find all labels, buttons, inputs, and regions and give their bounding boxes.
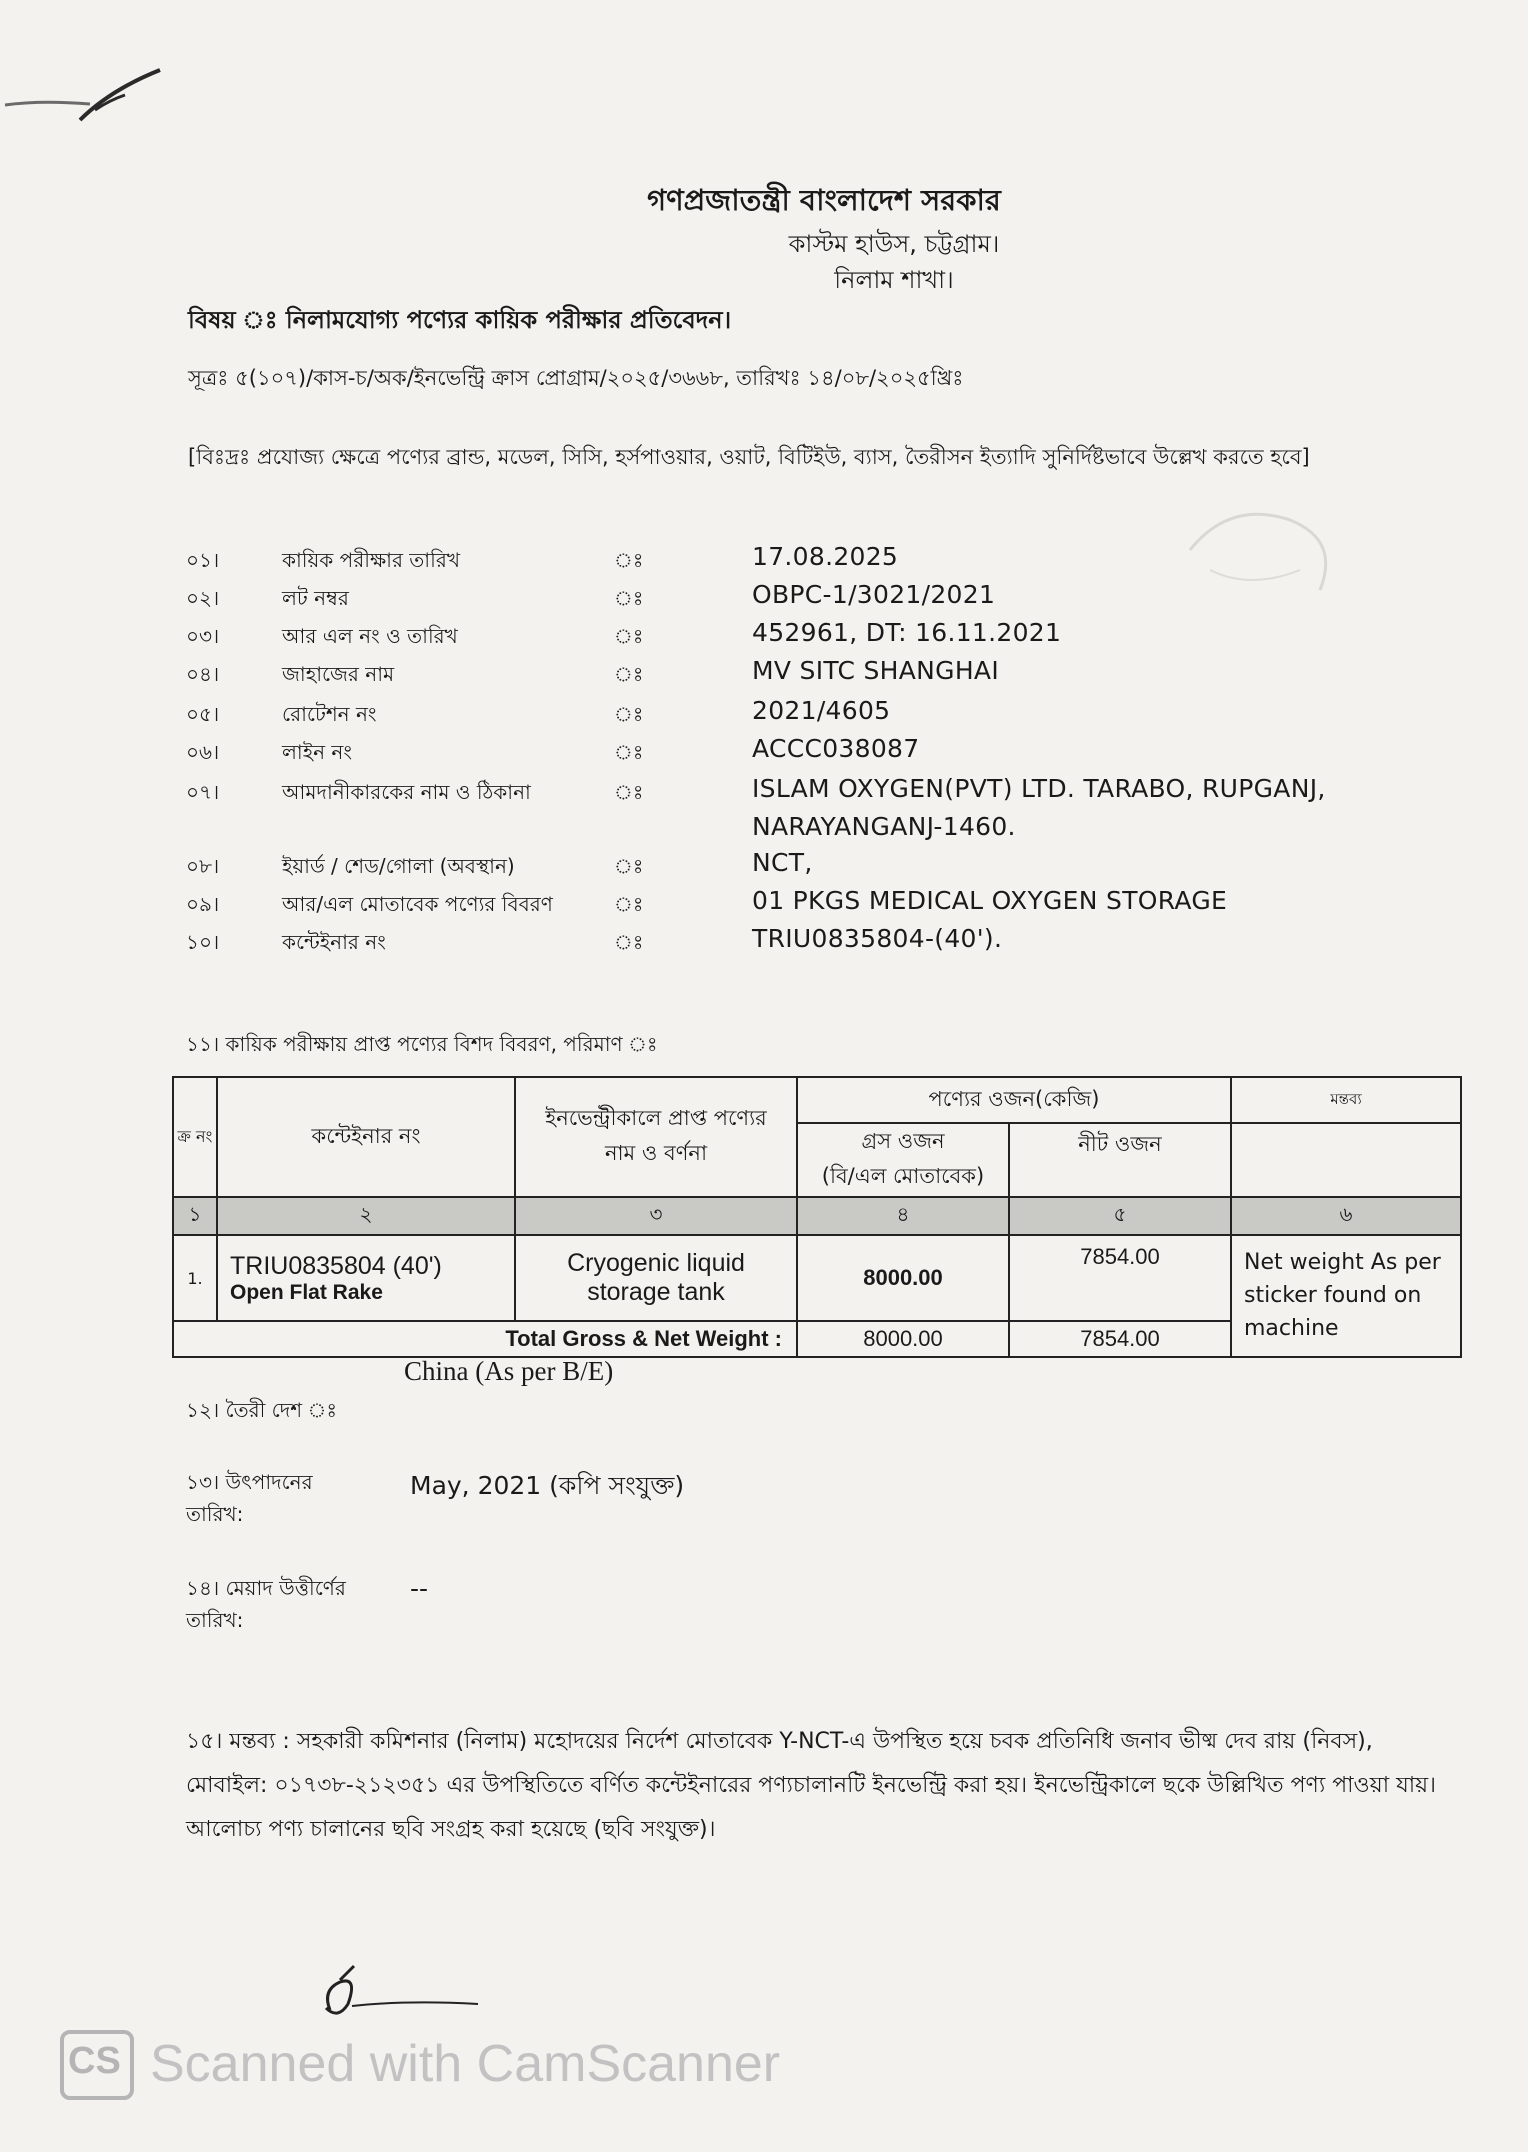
field-number: ০৭। — [186, 780, 220, 804]
row-container-no: TRIU0835804 (40') — [230, 1251, 442, 1280]
field-colon: ঃ — [614, 662, 644, 686]
field-value: 452961, DT: 16.11.2021 — [752, 618, 1062, 647]
total-label: Total Gross & Net Weight : — [173, 1321, 797, 1357]
field-value: ACCC038087 — [752, 734, 920, 763]
manufacture-date-value: May, 2021 (কপি সংযুক্ত) — [410, 1471, 685, 1500]
subject-line: বিষয় ঃ নিলামযোগ্য পণ্যের কায়িক পরীক্ষার প্রতিবেদন। — [188, 306, 732, 334]
field-label: কায়িক পরীক্ষার তারিখ — [282, 548, 460, 572]
inventory-table — [172, 1076, 1462, 1358]
camscanner-logo-icon — [60, 2030, 134, 2100]
table-header-row — [173, 1077, 1461, 1123]
signature-mark — [318, 1960, 488, 2030]
column-number: ৬ — [1231, 1197, 1461, 1235]
row-description-line2: storage tank — [587, 1278, 725, 1306]
field-number: ০৫। — [186, 702, 220, 726]
field-number: ০৬। — [186, 740, 220, 764]
field-value: MV SITC SHANGHAI — [752, 656, 999, 685]
column-number: ২ — [217, 1197, 515, 1235]
field-value: NCT, — [752, 848, 813, 877]
header-net-weight: নীট ওজন — [1009, 1123, 1231, 1197]
section-14-heading: ১৪। মেয়াদ উত্তীর্ণের — [186, 1576, 346, 1600]
field-label: জাহাজের নাম — [282, 662, 395, 686]
gross-weight-sublabel: (বি/এল মোতাবেক) — [821, 1164, 985, 1188]
section-11-heading: ১১। কায়িক পরীক্ষায় প্রাপ্ত পণ্যের বিশদ বিবরণ, পরিমাণ ঃ — [186, 1032, 658, 1056]
column-number: ৩ — [515, 1197, 797, 1235]
field-colon: ঃ — [614, 548, 644, 572]
section-15-remarks: ১৫। মন্তব্য : সহকারী কমিশনার (নিলাম) মহোদয়ের নির্দেশ মোতাবেক Y-NCT-এ উপস্থিত হয়ে চবক প্রতিনিধি জনাব ভীষ্ম দেব রায় (নিবস), মোবাইল: ০১৭৩৮-২১২৩৫১ এর উপস্থিতিতে বর্ণিত কন্টেইনারের পণ্যচালানটি ইনভেন্ট্রি করা হয়। ইনভেন্ট্রিকালে ছকে উল্লিখিত পণ্য পাওয়া যায়। আলোচ্য পণ্য চালানের ছবি সংগ্রহ করা হয়েছে (ছবি সংযুক্ত)। — [186, 1729, 1436, 1842]
header-remark-blank — [1231, 1123, 1461, 1197]
field-value: ISLAM OXYGEN(PVT) LTD. TARABO, RUPGANJ, — [752, 774, 1326, 803]
origin-country-value: China (As per B/E) — [404, 1356, 614, 1386]
table-row — [173, 1235, 1461, 1321]
field-colon: ঃ — [614, 892, 644, 916]
camscanner-logo-text: CS — [68, 2040, 121, 2082]
row-description-line1: Cryogenic liquid — [567, 1249, 745, 1277]
field-number: ০৪। — [186, 662, 220, 686]
reference-line: সূত্রঃ ৫(১০৭)/কাস-চ/অক/ইনভেন্ট্রি ক্রাস প্রোগ্রাম/২০২৫/৩৬৬৮, তারিখঃ ১৪/০৮/২০২৫খ্রিঃ — [188, 366, 964, 390]
field-value-continued: NARAYANGANJ-1460. — [752, 812, 1016, 841]
field-colon: ঃ — [614, 854, 644, 878]
row-net-weight: 7854.00 — [1009, 1235, 1231, 1321]
field-number: ০২। — [186, 586, 220, 610]
column-number: ৪ — [797, 1197, 1009, 1235]
row-serial: 1. — [173, 1235, 217, 1321]
field-colon: ঃ — [614, 586, 644, 610]
section-14-sub: তারিখ: — [186, 1608, 244, 1632]
header-weight: পণ্যের ওজন(কেজি) — [797, 1077, 1231, 1123]
pen-scratch-mark — [0, 60, 180, 140]
field-number: ০৮। — [186, 854, 220, 878]
camscanner-text: Scanned with CamScanner — [150, 2035, 781, 2093]
row-container — [217, 1235, 515, 1321]
instruction-note: [বিঃদ্রঃ প্রযোজ্য ক্ষেত্রে পণ্যের ব্রান্ড, মডেল, সিসি, হর্সপাওয়ার, ওয়াট, বিটিইউ, ব্যাস, তৈরীসন ইত্যাদি সুনির্দিষ্টভাবে উল্লেখ করতে হবে] — [188, 445, 1310, 469]
field-number: ১০। — [186, 930, 220, 954]
field-value: 2021/4605 — [752, 696, 891, 725]
row-description — [515, 1235, 797, 1321]
field-value: 17.08.2025 — [752, 542, 899, 571]
field-value: TRIU0835804-(40'). — [752, 924, 1003, 953]
field-label: লট নম্বর — [282, 586, 349, 610]
field-label: আর এল নং ও তারিখ — [282, 624, 458, 648]
faint-stamp-mark — [1170, 480, 1360, 610]
row-container-type: Open Flat Rake — [230, 1280, 383, 1304]
expiry-date-value: -- — [410, 1574, 429, 1603]
row-gross-weight: 8000.00 — [797, 1235, 1009, 1321]
total-gross-weight: 8000.00 — [797, 1321, 1009, 1357]
header-gross-weight — [797, 1123, 1009, 1197]
header-description: ইনভেন্ট্রীকালে প্রাপ্ত পণ্যের নাম ও বর্ণনা — [515, 1077, 797, 1197]
field-colon: ঃ — [614, 780, 644, 804]
field-number: ০৩। — [186, 624, 220, 648]
section-13-heading: ১৩। উৎপাদনের — [186, 1470, 313, 1494]
section-13-sub: তারিখ: — [186, 1502, 244, 1526]
office-name: কাস্টম হাউস, চট্টগ্রাম। — [788, 230, 1000, 258]
header-container-no: কন্টেইনার নং — [217, 1077, 515, 1197]
field-label: লাইন নং — [282, 740, 352, 764]
field-colon: ঃ — [614, 740, 644, 764]
header-serial: ক্র নং — [173, 1077, 217, 1197]
field-label: আমদানীকারকের নাম ও ঠিকানা — [282, 780, 531, 804]
field-number: ০১। — [186, 548, 220, 572]
column-number: ১ — [173, 1197, 217, 1235]
field-colon: ঃ — [614, 624, 644, 648]
row-remark: Net weight As per sticker found on machine — [1231, 1235, 1461, 1357]
field-colon: ঃ — [614, 930, 644, 954]
field-value: 01 PKGS MEDICAL OXYGEN STORAGE — [752, 886, 1228, 915]
gross-weight-label: গ্রস ওজন — [861, 1129, 945, 1153]
header-remark: মন্তব্য — [1231, 1077, 1461, 1123]
section-12-heading: ১২। তৈরী দেশ ঃ — [186, 1398, 338, 1422]
field-colon: ঃ — [614, 702, 644, 726]
field-label: ইয়ার্ড / শেড/গোলা (অবস্থান) — [282, 854, 515, 878]
government-title: গণপ্রজাতন্ত্রী বাংলাদেশ সরকার — [647, 183, 1001, 217]
branch-name: নিলাম শাখা। — [834, 266, 954, 294]
field-value: OBPC-1/3021/2021 — [752, 580, 996, 609]
column-number: ৫ — [1009, 1197, 1231, 1235]
column-number-row — [173, 1197, 1461, 1235]
field-label: আর/এল মোতাবেক পণ্যের বিবরণ — [282, 892, 553, 916]
field-label: রোটেশন নং — [282, 702, 377, 726]
total-net-weight: 7854.00 — [1009, 1321, 1231, 1357]
field-label: কন্টেইনার নং — [282, 930, 386, 954]
field-number: ০৯। — [186, 892, 220, 916]
